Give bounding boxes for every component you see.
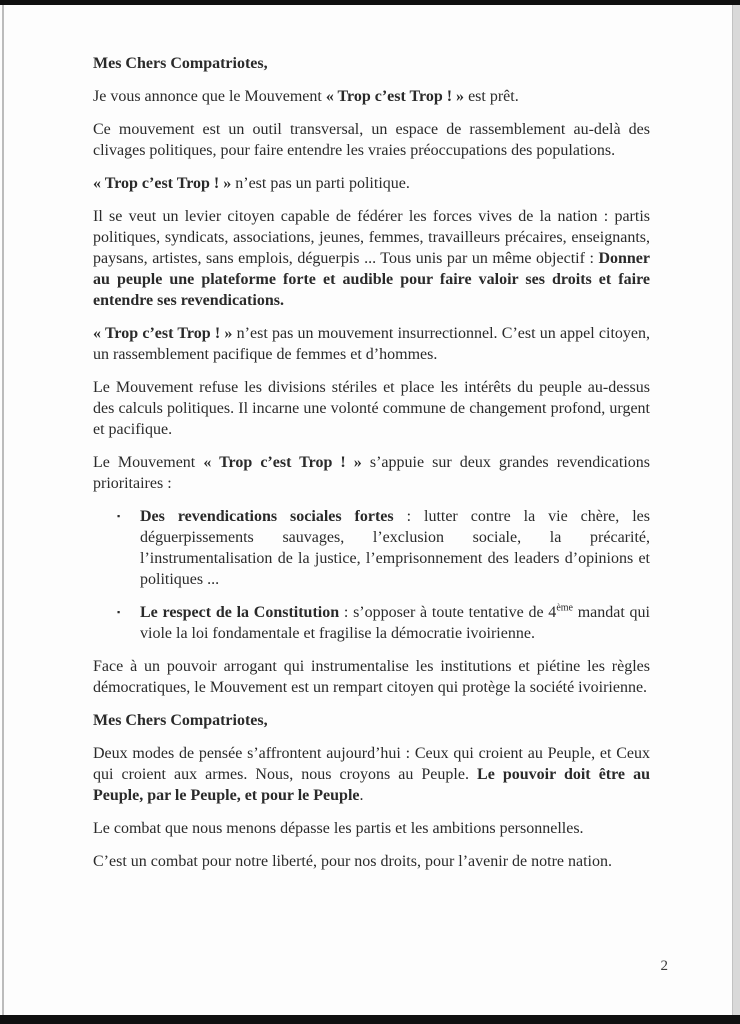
text-run: s’appuie sur deux grandes revendications prioritaires : <box>93 454 650 492</box>
document-body <box>93 53 650 884</box>
paragraph <box>93 818 650 839</box>
paragraph <box>93 656 650 698</box>
text-run: Le combat que nous menons dépasse les partis et les ambitions personnelles. <box>93 820 584 837</box>
paragraph <box>93 86 650 107</box>
page-number: 2 <box>660 958 668 974</box>
text-run: : lutter contre la vie chère, les déguerpissements sauvages, l’exclusion sociale, la précarité, l’instrumentalisation de la justice, l’emprisonnement des leaders d’opinions et politiques ... <box>140 508 650 588</box>
text-run: Je vous annonce que le Mouvement <box>93 88 326 105</box>
bold-text-run: « Trop c’est Trop ! » <box>325 88 465 105</box>
paragraph <box>93 851 650 872</box>
paragraph <box>93 377 650 440</box>
bullet-marker: ▪ <box>117 607 121 617</box>
bold-text-run: Des revendications sociales fortes <box>140 508 394 525</box>
text-run: Il se veut un levier citoyen capable de fédérer les forces vives de la nation : partis politiques, syndicats, associations, jeunes, femmes, travailleurs précaires, enseignants, paysans, artistes, sans emplois, déguerpis ... Tous unis par un même objectif : <box>93 208 650 267</box>
text-run: Le Mouvement refuse les divisions stériles et place les intérêts du peuple au-dessus des calculs politiques. Il incarne une volonté commune de changement profond, urgent et pacifique. <box>93 379 650 438</box>
text-run: n’est pas un mouvement insurrectionnel. C’est un appel citoyen, un rassemblement pacifique de femmes et d’hommes. <box>93 325 651 363</box>
bold-text-run: Mes Chers Compatriotes, <box>93 55 268 72</box>
paragraph <box>93 206 650 311</box>
bold-text-run: Le respect de la Constitution <box>140 604 340 621</box>
scan-edge-bottom <box>0 1015 740 1024</box>
text-run: est prêt. <box>464 88 519 105</box>
bullet-list-item <box>93 602 650 644</box>
bold-text-run: Mes Chers Compatriotes, <box>93 712 268 729</box>
text-run: Le Mouvement <box>93 454 204 471</box>
bullet-list-item <box>93 506 650 590</box>
bold-text-run: Le pouvoir doit être au Peuple, par le Peuple, et pour le Peuple <box>93 766 650 804</box>
text-run: C’est un combat pour notre liberté, pour nos droits, pour l’avenir de notre nation. <box>93 853 612 870</box>
paragraph <box>93 452 650 494</box>
bold-text-run: « Trop c’est Trop ! » <box>203 454 362 471</box>
superscript-run: ème <box>556 602 573 614</box>
text-run: Ce mouvement est un outil transversal, un espace de rassemblement au-delà des clivages politiques, pour faire entendre les vraies préoccupations des populations. <box>93 121 650 159</box>
text-run: . <box>359 787 364 804</box>
bullet-marker: ▪ <box>117 511 121 521</box>
section-heading <box>93 710 650 731</box>
bold-text-run: « Trop c’est Trop ! » <box>93 325 233 342</box>
text-run: mandat qui viole la loi fondamentale et fragilise la démocratie ivoirienne. <box>140 604 651 642</box>
section-heading <box>93 53 650 74</box>
bullet-text <box>140 602 650 644</box>
bullet-text <box>140 506 650 590</box>
scan-edge-left <box>2 5 4 1015</box>
bold-text-run: « Trop c’est Trop ! » <box>93 175 232 192</box>
text-run: n’est pas un parti politique. <box>231 175 410 192</box>
scan-edge-top <box>0 0 740 5</box>
paragraph <box>93 743 650 806</box>
paragraph <box>93 323 650 365</box>
text-run: Face à un pouvoir arrogant qui instrumentalise les institutions et piétine les règles démocratiques, le Mouvement est un rempart citoyen qui protège la société ivoirienne. <box>93 658 650 696</box>
bold-text-run: Donner au peuple une plateforme forte et audible pour faire valoir ses droits et faire entendre ses revendications. <box>93 250 650 309</box>
paragraph <box>93 119 650 161</box>
text-run: Deux modes de pensée s’affrontent aujourd’hui : Ceux qui croient au Peuple, et Ceux qui croient aux armes. Nous, nous croyons au Peuple. <box>93 745 650 783</box>
scan-edge-right <box>732 5 740 1015</box>
paragraph <box>93 173 650 194</box>
text-run: : s’opposer à toute tentative de 4 <box>339 604 557 621</box>
